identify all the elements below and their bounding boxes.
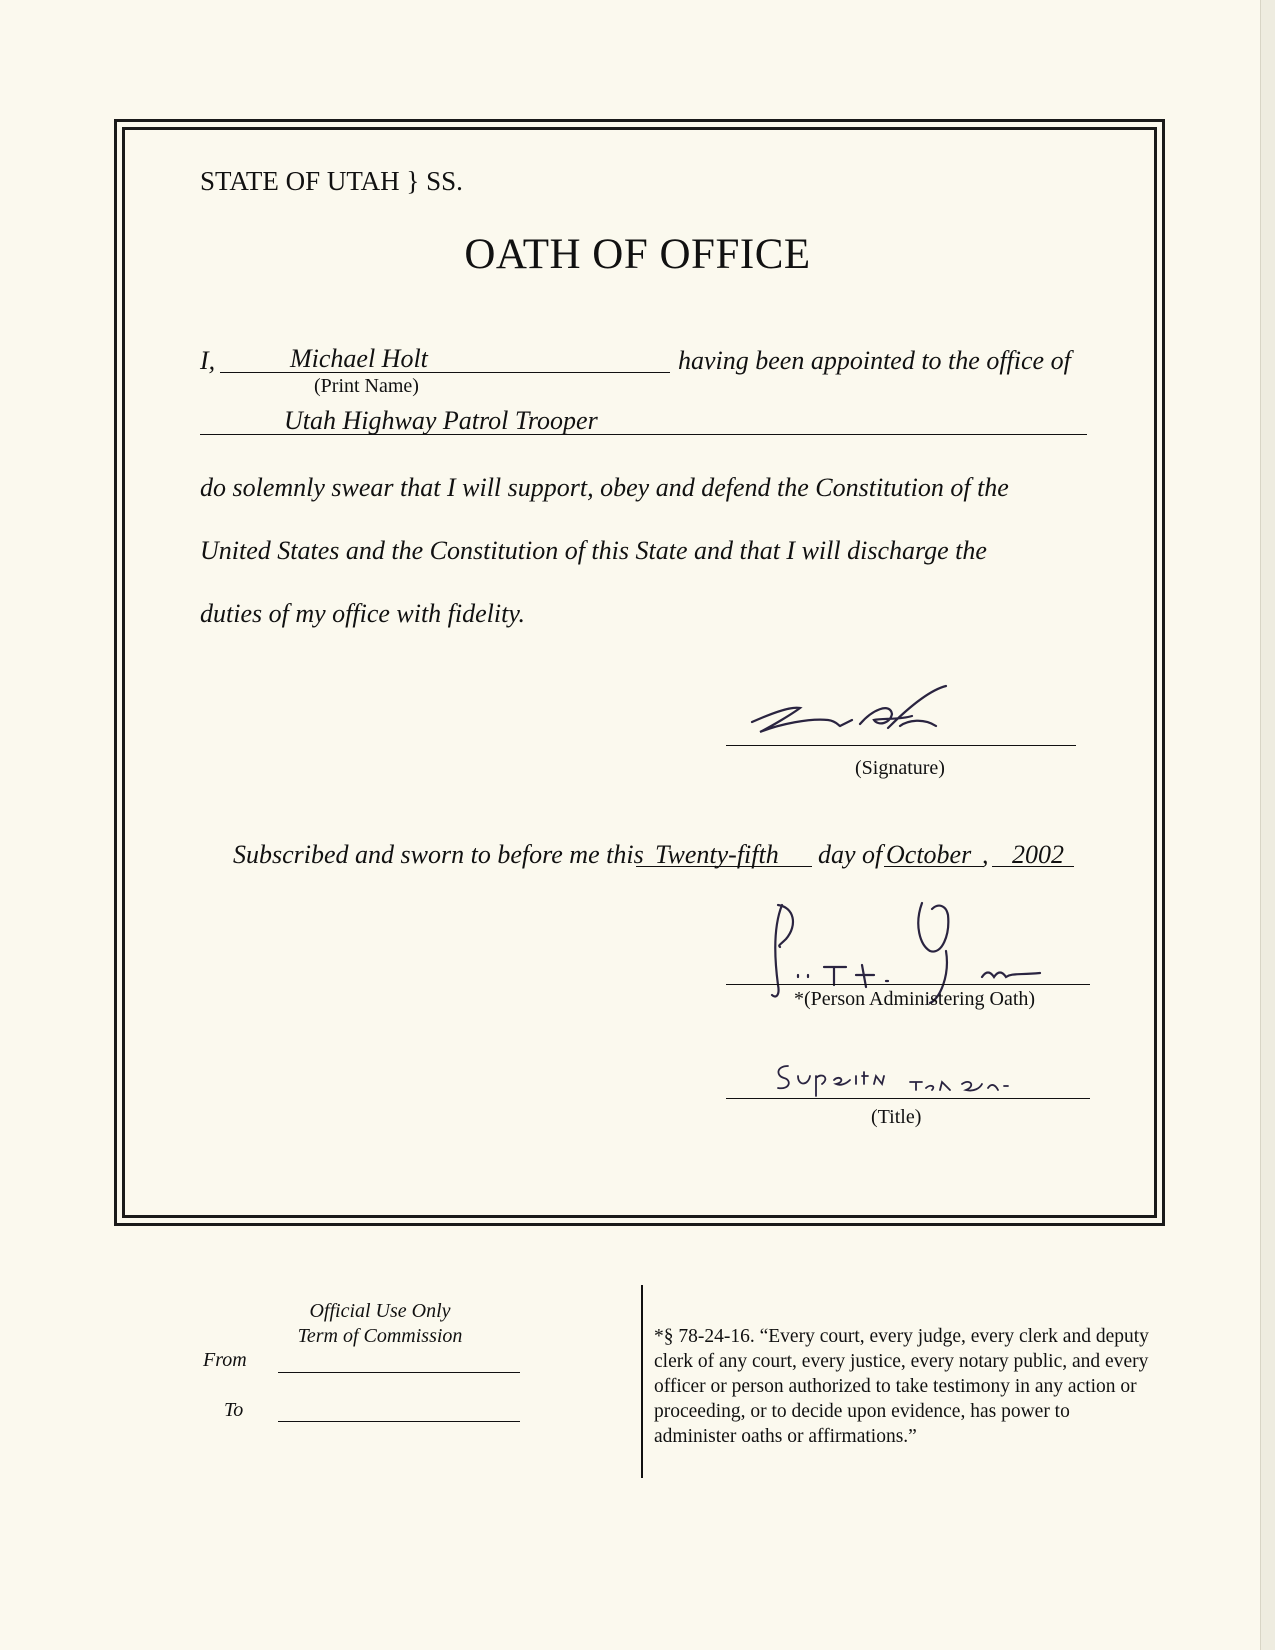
print-name-label: (Print Name) xyxy=(314,375,419,397)
oath-body-line-2: United States and the Constitution of this State and that I will discharge the xyxy=(200,536,987,565)
from-label: From xyxy=(203,1349,247,1371)
oath-prefix: I, xyxy=(200,346,216,375)
title-line xyxy=(726,1098,1090,1099)
day-of-text: day of xyxy=(818,840,883,869)
document-title: OATH OF OFFICE xyxy=(464,231,811,278)
day-value[interactable]: Twenty-fifth xyxy=(655,840,779,869)
to-line[interactable] xyxy=(278,1421,520,1422)
oath-signature-image xyxy=(740,680,1000,750)
date-comma: , xyxy=(982,840,989,869)
appointed-text: having been appointed to the office of xyxy=(678,346,1071,375)
office-value[interactable]: Utah Highway Patrol Trooper xyxy=(284,406,598,435)
month-value[interactable]: October xyxy=(886,840,972,869)
title-handwriting-image xyxy=(770,1058,1030,1098)
statute-footnote: *§ 78-24-16. “Every court, every judge, every clerk and deputy clerk of any court, every justice, every notary public, and every officer or person authorized to take testimony in any action or proceeding, or to decide upon evidence, has power to administer oaths or affirmations.” xyxy=(654,1326,1149,1447)
from-line[interactable] xyxy=(278,1372,520,1373)
name-value[interactable]: Michael Holt xyxy=(290,344,428,373)
footer-divider xyxy=(641,1285,643,1478)
term-of-commission-heading: Term of Commission xyxy=(297,1325,463,1347)
signature-label: (Signature) xyxy=(855,757,945,779)
inner-border xyxy=(122,127,1157,1218)
official-use-heading: Official Use Only xyxy=(309,1300,451,1322)
signature-line xyxy=(726,745,1076,746)
administrator-label: *(Person Administering Oath) xyxy=(794,988,1036,1010)
name-line xyxy=(220,372,670,373)
state-heading: STATE OF UTAH } SS. xyxy=(200,166,463,196)
year-value[interactable]: 2002 xyxy=(1012,840,1064,869)
subscribed-prefix: Subscribed and sworn to before me this xyxy=(233,840,644,869)
oath-body-line-1: do solemnly swear that I will support, obey and defend the Constitution of the xyxy=(200,473,1009,502)
oath-body-line-3: duties of my office with fidelity. xyxy=(200,599,525,628)
administrator-line xyxy=(726,984,1090,985)
to-label: To xyxy=(224,1399,244,1421)
title-label: (Title) xyxy=(871,1106,922,1128)
